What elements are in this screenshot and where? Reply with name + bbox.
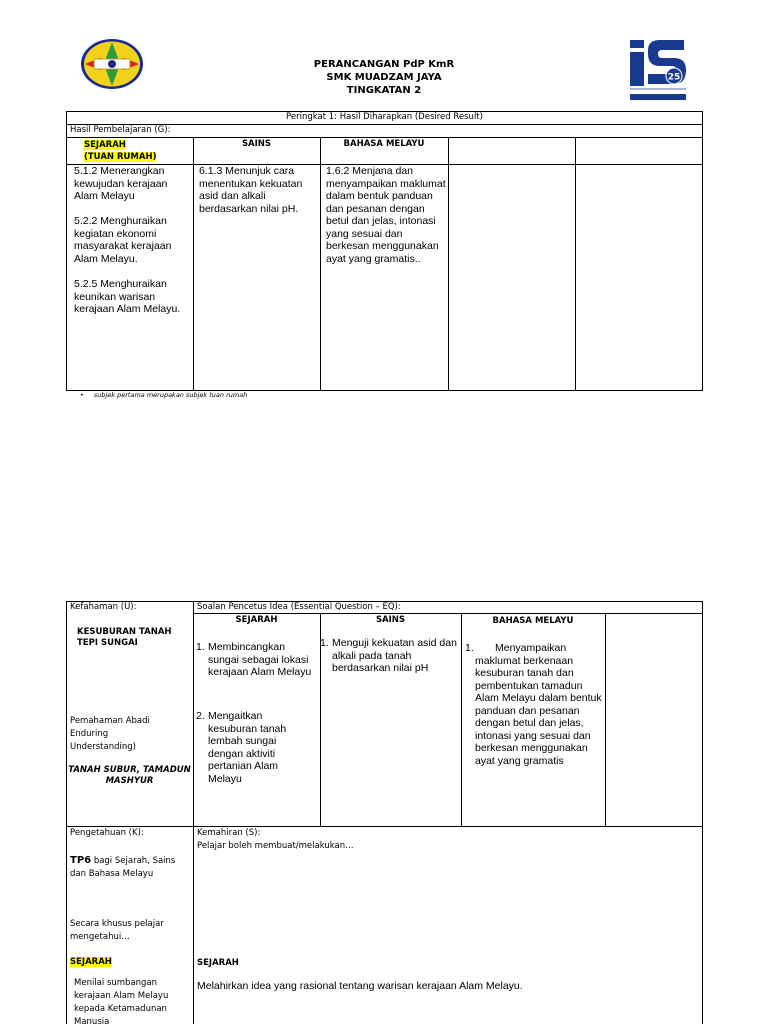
header-line-2: SMK MUADZAM JAYA — [326, 72, 442, 83]
knowledge-label: Pengetahuan (K): — [70, 828, 144, 838]
stage1-title: Peringkat 1: Hasil Diharapkan (Desired Result) — [286, 112, 483, 122]
skills-sejarah-label: SEJARAH — [197, 958, 239, 968]
specific-knowledge-intro: Secara khusus pelajar mengetahui… — [70, 919, 164, 942]
knowledge-sejarah-detail: Menilai sumbangan kerajaan Alam Melayu kepada Ketamadunan Manusia — [74, 978, 169, 1027]
sejarah-outcome-3: 5.2.5 Menghuraikan keunikan warisan kerajaan Alam Melayu. — [74, 278, 181, 315]
col-sejarah-header — [84, 139, 156, 163]
tp6-statement — [70, 854, 188, 881]
sejarah-eq-2: Mengaitkan kesuburan tanah lembah sungai dengan aktiviti pertanian Alam Melayu — [208, 710, 287, 785]
enduring-understanding-value: TANAH SUBUR, TAMADUN MASHYUR — [68, 765, 191, 786]
col-sejarah-title: SEJARAH — [84, 140, 126, 150]
col-tuan-rumah-title: (TUAN RUMAH) — [84, 152, 157, 162]
ts25-badge: 25 — [667, 72, 681, 83]
understanding-label: Kefahaman (U): — [70, 602, 137, 612]
bm-eq: Menyampaikan maklumat berkenaan kesuburan tanah dan pembentukan tamadun Alam Melayu dalam bentuk panduan dan pesanan dengan betul dan jelas, intonasi yang sesuai dan berkesan menggunakan ayat yang gramatis — [475, 642, 602, 767]
skills-label: Kemahiran (S): — [197, 828, 261, 838]
essential-question-label: Soalan Pencetus Idea (Essential Question – EQ): — [197, 602, 401, 612]
tp6-label: TP6 — [70, 855, 92, 866]
knowledge-sejarah-label — [70, 957, 112, 968]
sejarah-outcome-1: 5.1.2 Menerangkan kewujudan kerajaan Alam Melayu — [74, 165, 168, 202]
learning-outcome-label: Hasil Pembelajaran (G): — [70, 125, 171, 135]
col-sains-header: SAINS — [241, 139, 272, 149]
sains-eq: Menguji kekuatan asid dan alkali pada tanah berdasarkan nilai pH — [332, 637, 457, 674]
enduring-understanding-label: Pemahaman Abadi Enduring Understanding) — [70, 716, 150, 752]
tp6-subjects: bagi Sejarah, Sains dan Bahasa Melayu — [70, 856, 176, 879]
sains-outcome: 6.1.3 Menunjuk cara menentukan kekuatan asid dan alkali berdasarkan nilai pH. — [199, 165, 303, 215]
ts25-logo — [626, 36, 690, 102]
col-bm-header: BAHASA MELAYU — [343, 139, 425, 149]
header-line-1: PERANCANGAN PdP KmR — [313, 59, 455, 70]
eq-col-sains-header: SAINS — [375, 615, 406, 625]
footnote-text: subjek pertama merupakan subjek tuan rumah — [93, 391, 248, 399]
sejarah-eq-1: Membincangkan sungai sebagai lokasi kerajaan Alam Melayu — [208, 641, 312, 678]
theme-title: KESUBURAN TANAH TEPI SUNGAI — [77, 627, 172, 648]
skills-sejarah-detail: Melahirkan idea yang rasional tentang warisan kerajaan Alam Melayu. — [197, 980, 523, 992]
footnote: • subjek pertama merupakan subjek tuan rumah — [80, 391, 248, 399]
eq-col-bm-header: BAHASA MELAYU — [492, 616, 574, 626]
knowledge-sejarah-text: SEJARAH — [70, 957, 112, 967]
header-line-3: TINGKATAN 2 — [346, 85, 422, 96]
eq-col-sejarah-header: SEJARAH — [235, 615, 278, 625]
skills-intro: Pelajar boleh membuat/melakukan… — [197, 841, 354, 851]
sejarah-outcome-2: 5.2.2 Menghuraikan kegiatan ekonomi masyarakat kerajaan Alam Melayu. — [74, 215, 172, 265]
bm-outcome: 1.6.2 Menjana dan menyampaikan maklumat dalam bentuk panduan dan pesanan dengan betul dan jelas, intonasi yang sesuai dan berkesan menggunakan ayat yang gramatis.. — [326, 165, 446, 265]
